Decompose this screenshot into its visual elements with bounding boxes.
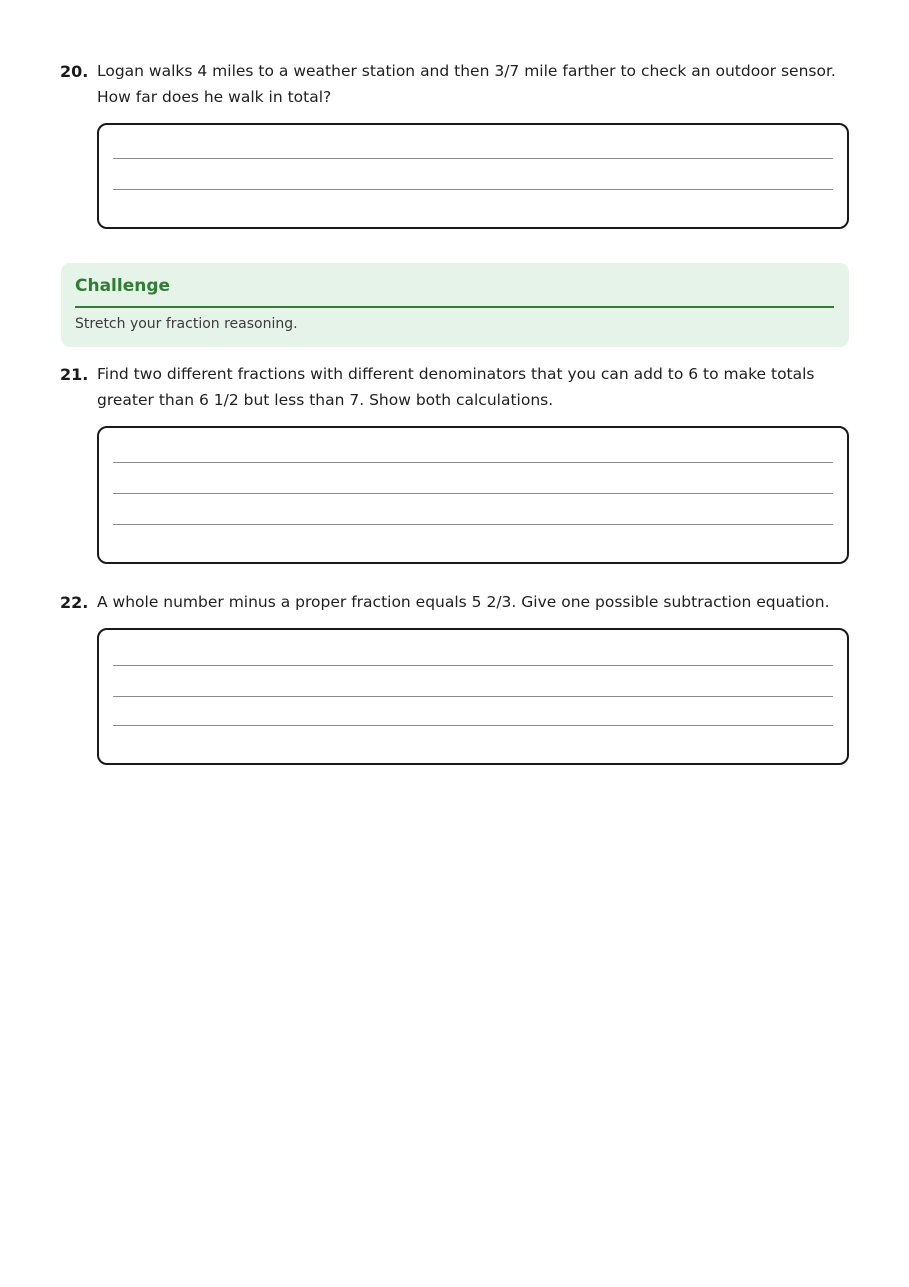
answer-line bbox=[113, 665, 833, 666]
answer-box-20[interactable] bbox=[97, 123, 849, 229]
question-text bbox=[97, 590, 847, 616]
question-text-line: How far does he walk in total? bbox=[97, 87, 332, 106]
answer-line bbox=[113, 725, 833, 726]
answer-box-21[interactable] bbox=[97, 426, 849, 564]
challenge-banner bbox=[61, 263, 849, 347]
question-number: 22. bbox=[60, 593, 89, 612]
question-text-line: A whole number minus a proper fraction equals 5 2/3. Give one possible subtraction equation. bbox=[97, 593, 830, 611]
answer-line bbox=[113, 189, 833, 190]
question-number: 20. bbox=[60, 62, 89, 81]
question-text bbox=[97, 59, 847, 110]
question-text bbox=[97, 362, 847, 413]
challenge-title: Challenge bbox=[75, 276, 171, 296]
answer-line bbox=[113, 696, 833, 697]
answer-line bbox=[113, 158, 833, 159]
challenge-divider bbox=[75, 306, 834, 308]
challenge-subtitle: Stretch your fraction reasoning. bbox=[75, 316, 298, 332]
answer-line bbox=[113, 524, 833, 525]
question-text-line: Find two different fractions with different denominators that you can add to 6 to make totals bbox=[97, 365, 815, 383]
question-text-line: Logan walks 4 miles to a weather station and then 3/7 mile farther to check an outdoor sensor. bbox=[97, 62, 836, 80]
answer-line bbox=[113, 462, 833, 463]
question-text-line: greater than 6 1/2 but less than 7. Show both calculations. bbox=[97, 390, 554, 409]
answer-box-22[interactable] bbox=[97, 628, 849, 765]
answer-line bbox=[113, 493, 833, 494]
question-number: 21. bbox=[60, 365, 89, 384]
